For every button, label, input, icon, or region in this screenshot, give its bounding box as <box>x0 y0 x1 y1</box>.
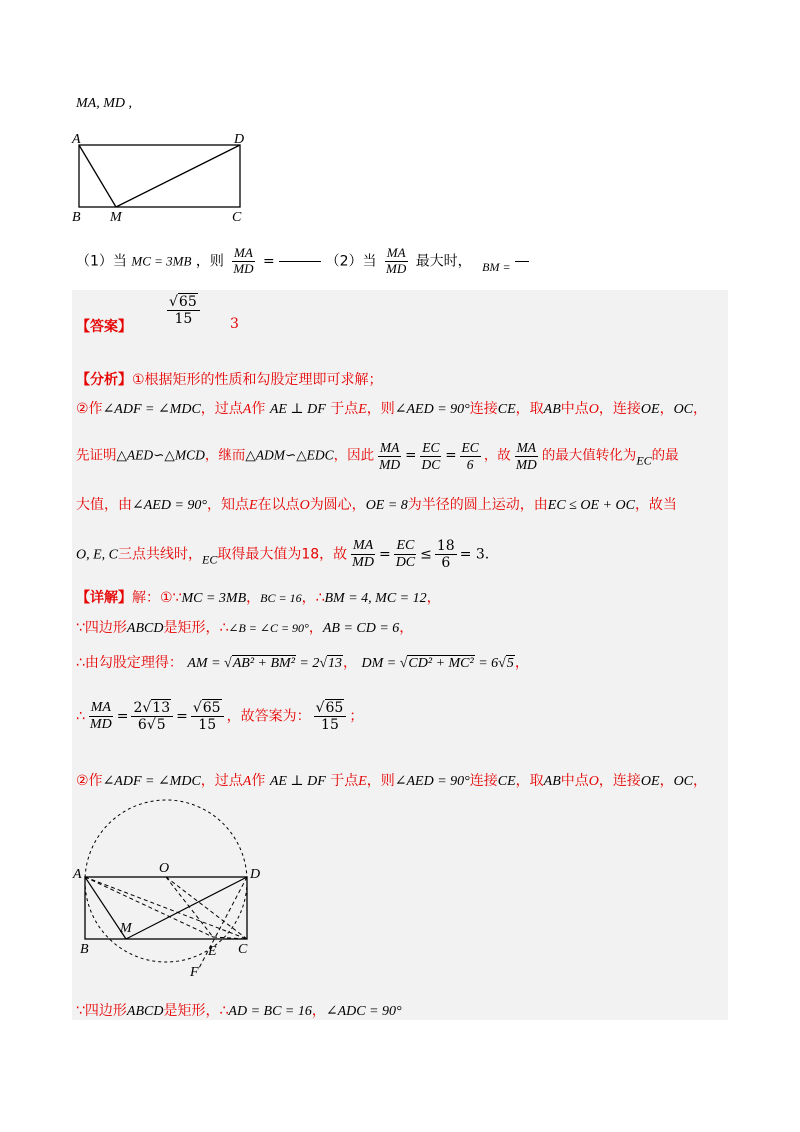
label-a-2: A <box>73 867 82 882</box>
answer-1: $\frac{√65}{15}$ <box>164 294 203 327</box>
label-a: A <box>72 132 81 147</box>
label-d-2: D <box>250 867 261 882</box>
label-c-2: C <box>238 942 248 957</box>
analysis-line-1: 【分析】①根据矩形的性质和勾股定理即可求解； <box>76 372 383 388</box>
q1-equals: = <box>263 253 275 270</box>
detail-line-1: 【详解】解：①∵MC = 3MB，BC = 16，∴BM = 4, MC = 12， <box>76 590 441 606</box>
answer-label: 【答案】 <box>76 319 132 335</box>
label-c: C <box>232 210 242 224</box>
segment-ac <box>85 877 247 939</box>
top-vars: MA, MD , <box>76 96 132 111</box>
detail-line-4: ∴ $\frac{MA}{MD}$ = $\frac{2√13}{6√5}$ = $\frac{√65}{15}$ ，故答案为： $\frac{√65}{15}$ ； <box>76 700 364 734</box>
label-e: E <box>208 944 217 959</box>
figure-circle-construction <box>66 790 276 985</box>
analysis-line-5: O, E, C三点共线时，EC取得最大值为18，故 $\frac{MA}{MD}$ = $\frac{EC}{DC}$ ≤ $\frac{18}{6}$ = 3. <box>76 538 490 572</box>
segment-oc <box>166 877 247 939</box>
q2-blank <box>515 261 529 262</box>
label-m: M <box>110 210 122 224</box>
q1-blank <box>279 260 321 262</box>
analysis-line-4: 大值，由∠AED = 90°，知点E在以点O为圆心，OE = 8为半径的圆上运动，由EC ≤ OE + OC，故当 <box>76 497 677 513</box>
segment-md-2 <box>126 877 247 939</box>
analysis-line-2: ②作∠ADF = ∠MDC，过点A作 AE ⊥ DF 于点E，则∠AED = 90°连接CE，取AB中点O，连接OE，OC， <box>76 401 708 417</box>
q2-suffix: 最大时， <box>415 253 472 270</box>
answer-2: 3 <box>230 316 239 332</box>
q2-bm: BM = <box>482 260 511 275</box>
detail-line-6: ∵四边形ABCD是矩形，∴AD = BC = 16，∠ADC = 90° <box>76 1003 402 1019</box>
label-b-2: B <box>80 942 89 957</box>
label-f: F <box>190 965 199 980</box>
detail-line-2: ∵四边形ABCD是矩形，∴∠B = ∠C = 90°，AB = CD = 6， <box>76 620 414 636</box>
detail-line-3: ∴由勾股定理得： AM = √AB² + BM² = 2√13， DM = √CD² + MC² = 6√5， <box>76 655 529 671</box>
q1-fraction: $\frac{MA}{MD}$ <box>233 245 254 276</box>
rect-abcd <box>79 145 240 207</box>
segment-md <box>116 145 240 207</box>
segment-am <box>79 145 116 207</box>
detail-line-5: ②作∠ADF = ∠MDC，过点A作 AE ⊥ DF 于点E，则∠AED = 90°连接CE，取AB中点O，连接OE，OC， <box>76 773 708 789</box>
label-d: D <box>234 132 245 147</box>
figure-rectangle-abcd <box>66 128 256 224</box>
label-b: B <box>72 210 81 224</box>
q1-condition: MC = 3MB <box>131 253 192 269</box>
q2-prefix: （2）当 <box>325 253 377 270</box>
q1-prefix: （1）当 <box>76 253 127 270</box>
question-line <box>76 246 529 277</box>
analysis-line-3: 先证明△AED∽△MCD，继而△ADM∽△EDC，因此 $\frac{MA}{MD}$ = $\frac{EC}{DC}$ = $\frac{EC}{6}$ ，故 $\frac{MA}{MD}$ 的最大值转化为EC的最 <box>76 440 679 472</box>
label-o: O <box>159 861 170 876</box>
q1-mid: ，则 <box>195 253 224 270</box>
q2-fraction: $\frac{MA}{MD}$ <box>386 245 407 276</box>
label-m-2: M <box>120 921 132 936</box>
